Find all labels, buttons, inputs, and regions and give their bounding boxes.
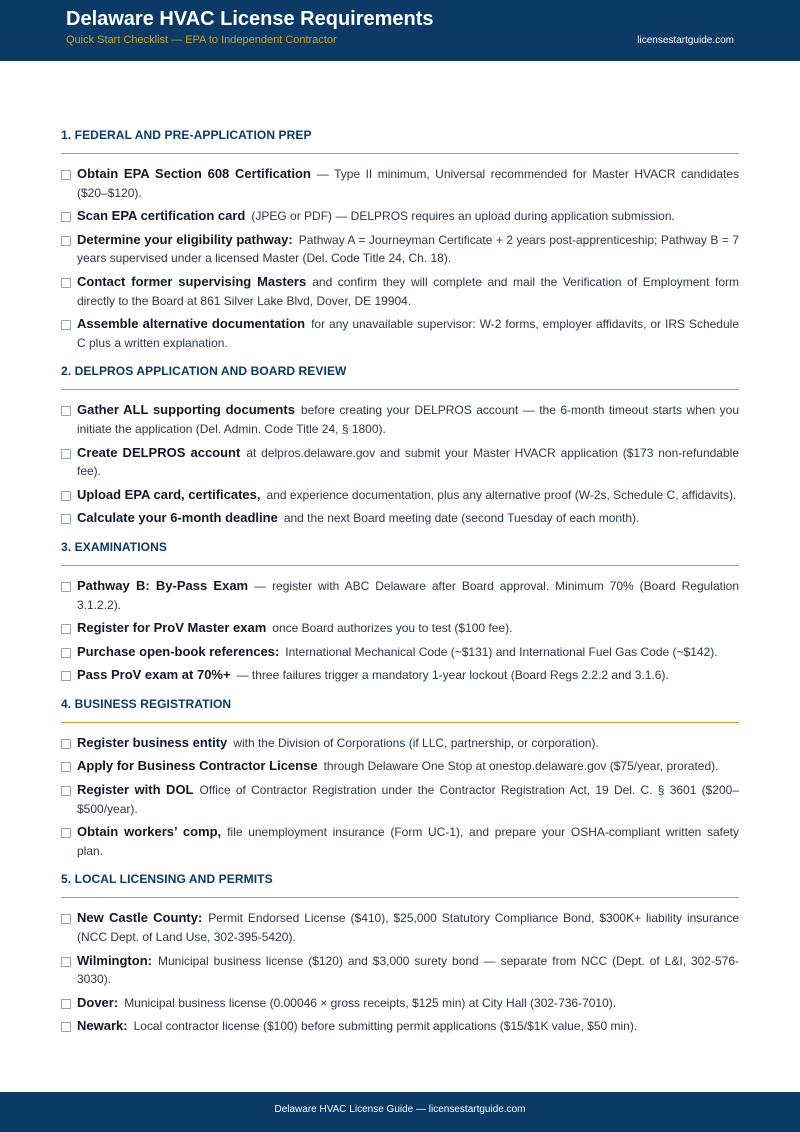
- checklist-item-lead: Register for ProV Master exam: [77, 620, 267, 636]
- checklist-item: [61, 757, 739, 776]
- checklist-item-detail: Municipal business license (0.00046 × gross receipts, $125 min) at City Hall (302-736-7010).: [124, 995, 617, 1010]
- checklist-item-detail: once Board authorizes you to test ($100 fee).: [272, 621, 513, 636]
- checklist-item-lead: Purchase open-book references:: [77, 643, 280, 659]
- checklist-item-lead: Register with DOL: [77, 782, 194, 798]
- checklist-item-lead: Apply for Business Contractor License: [77, 758, 318, 774]
- checklist-section: [61, 539, 739, 685]
- checklist-item: [61, 734, 739, 753]
- checkbox-icon[interactable]: [61, 236, 71, 246]
- page-subtitle: Quick Start Checklist — EPA to Independent Contractor: [66, 34, 337, 46]
- checklist-item-lead: Newark:: [77, 1018, 128, 1034]
- checklist-item-detail: through Delaware One Stop at onestop.delaware.gov ($75/year, prorated).: [323, 759, 719, 774]
- footer-text: Delaware HVAC License Guide — licensestartguide.com: [274, 1104, 526, 1115]
- checklist-item: [61, 207, 739, 226]
- checklist-item-detail: — three failures trigger a mandatory 1-year lockout (Board Regs 2.2.2 and 3.1.6).: [236, 668, 669, 683]
- checklist-item-text: [77, 315, 739, 352]
- checklist-item-text: [77, 207, 739, 226]
- checkbox-icon[interactable]: [61, 786, 71, 796]
- section-divider: [61, 565, 739, 566]
- checklist-item-text: [77, 273, 739, 310]
- checklist-item-text: [77, 401, 739, 438]
- checklist-item-text: [77, 643, 739, 662]
- checklist-section: [61, 363, 739, 528]
- checklist-item-detail: and experience documentation, plus any alternative proof (W-2s, Schedule C, affidavits).: [266, 487, 737, 502]
- checklist-item-lead: Pathway B: By-Pass Exam: [77, 577, 249, 593]
- checklist-item-text: [77, 486, 739, 505]
- checklist-item: [61, 952, 739, 989]
- section-heading: 1. FEDERAL AND PRE-APPLICATION PREP: [61, 128, 312, 142]
- section-heading: 4. BUSINESS REGISTRATION: [61, 696, 232, 711]
- checklist-item: [61, 165, 739, 202]
- section-divider: [61, 897, 739, 898]
- checklist-item-text: [77, 509, 739, 528]
- checklist-item-lead: Create DELPROS account: [77, 444, 241, 460]
- checklist-item-detail: file unemployment insurance (Form UC-1), and prepare your OSHA-compliant written safety plan.: [77, 825, 739, 858]
- checklist-item-text: [77, 1017, 739, 1036]
- checklist-section: [61, 871, 739, 1036]
- checklist-item-text: [77, 577, 739, 614]
- checklist-item: [61, 666, 739, 685]
- checkbox-icon[interactable]: [61, 582, 71, 592]
- checklist-item-lead: New Castle County:: [77, 910, 203, 926]
- checkbox-icon[interactable]: [61, 648, 71, 658]
- checklist-item-lead: Dover:: [77, 994, 119, 1010]
- checklist-items: [61, 909, 739, 1036]
- checklist-items: [61, 401, 739, 528]
- page-header: [0, 0, 800, 61]
- checklist-item-text: [77, 734, 739, 753]
- checklist-item-lead: Pass ProV exam at 70%+: [77, 667, 231, 683]
- checklist-item-detail: Local contractor license ($100) before submitting permit applications ($15/$1K value, $50 min).: [133, 1019, 638, 1034]
- checkbox-icon[interactable]: [61, 739, 71, 749]
- section-heading: 3. EXAMINATIONS: [61, 539, 167, 554]
- checklist-item-detail: for any unavailable supervisor: W-2 forms, employer affidavits, or IRS Schedule C plus a written explanation.: [77, 317, 739, 350]
- checklist-item-text: [77, 909, 739, 946]
- checklist-item-lead: Obtain EPA Section 608 Certification: [77, 166, 311, 181]
- checklist-item-detail: International Mechanical Code (~$131) and International Fuel Gas Code (~$142).: [285, 644, 718, 659]
- checklist-item: [61, 994, 739, 1013]
- checklist-item-detail: and confirm they will complete and mail the Verification of Employment form directly to the Board at 861 Silver Lake Blvd, Dover, DE 19904.: [77, 274, 739, 308]
- checkbox-icon[interactable]: [61, 170, 71, 180]
- checklist-item-lead: Scan EPA certification card: [77, 208, 246, 224]
- checkbox-icon[interactable]: [61, 762, 71, 772]
- checklist-item: [61, 781, 739, 818]
- checkbox-icon[interactable]: [61, 1022, 71, 1032]
- checklist-item: [61, 401, 739, 438]
- checklist-item-detail: Permit Endorsed License ($410), $25,000 Statutory Compliance Bond, $300K+ liability insurance (NCC Dept. of Land Use, 302-395-5420).: [77, 911, 739, 945]
- checklist-item-lead: Contact former supervising Masters: [77, 273, 307, 289]
- section-divider: [61, 722, 739, 723]
- checklist-items: [61, 577, 739, 685]
- checklist-item: [61, 273, 739, 310]
- checkbox-icon[interactable]: [61, 914, 71, 924]
- checklist-item-text: [77, 952, 739, 989]
- checklist-section: [61, 127, 739, 352]
- checklist-section: [61, 696, 739, 861]
- checklist-items: [61, 734, 739, 861]
- checklist-item-lead: Gather ALL supporting documents: [77, 402, 295, 418]
- checklist-item: [61, 909, 739, 946]
- checklist-item-lead: Assemble alternative documentation: [77, 316, 306, 332]
- checklist-item-detail: — register with ABC Delaware after Board approval. Minimum 70% (Board Regulation 3.1.2.2).: [77, 578, 739, 612]
- checklist-item: [61, 577, 739, 614]
- checkbox-icon[interactable]: [61, 406, 71, 416]
- checklist-item-detail: and the next Board meeting date (second Tuesday of each month).: [283, 511, 640, 526]
- checklist-item-text: [77, 444, 739, 481]
- checklist-item-text: [77, 781, 739, 818]
- checklist-item: [61, 444, 739, 481]
- checklist-item: [61, 315, 739, 352]
- checklist-item: [61, 509, 739, 528]
- checklist-item-text: [77, 823, 739, 860]
- section-heading: 2. DELPROS APPLICATION AND BOARD REVIEW: [61, 364, 347, 379]
- checklist-item-detail: — Type II minimum, Universal recommended for Master HVACR candidates ($20–$120).: [77, 167, 739, 200]
- checkbox-icon[interactable]: [61, 320, 71, 330]
- checklist-item-text: [77, 165, 739, 202]
- checklist-item-text: [77, 994, 739, 1013]
- checkbox-icon[interactable]: [61, 828, 71, 838]
- checklist-items: [61, 165, 739, 352]
- checklist-item-detail: before creating your DELPROS account — the 6-month timeout starts when you initiate the application (Del. Admin. Code Title 24, § 1800).: [77, 403, 739, 436]
- checkbox-icon[interactable]: [61, 624, 71, 634]
- checklist-item-text: [77, 666, 739, 685]
- checklist-item-detail: Office of Contractor Registration under the Contractor Registration Act, 19 Del. C. § 3601 ($200–$500/year).: [77, 783, 740, 816]
- checkbox-icon[interactable]: [61, 449, 71, 459]
- checklist-item: [61, 619, 739, 638]
- checklist-item-detail: at delpros.delaware.gov and submit your Master HVACR application ($173 non-refundable fee).: [77, 445, 739, 479]
- checklist-item-lead: Register business entity: [77, 734, 228, 750]
- checkbox-icon[interactable]: [61, 278, 71, 288]
- section-divider: [61, 389, 739, 390]
- checklist-item-lead: Determine your eligibility pathway:: [77, 231, 293, 247]
- checkbox-icon[interactable]: [61, 514, 71, 524]
- checkbox-icon[interactable]: [61, 999, 71, 1009]
- checklist-item-text: [77, 231, 739, 268]
- checkbox-icon[interactable]: [61, 957, 71, 967]
- section-heading: 5. LOCAL LICENSING AND PERMITS: [61, 872, 273, 887]
- checklist-item-detail: (JPEG or PDF) — DELPROS requires an upload during application submission.: [251, 209, 675, 224]
- checkbox-icon[interactable]: [61, 491, 71, 501]
- header-site-link: licensestartguide.com: [637, 35, 734, 46]
- page-footer: [0, 1092, 800, 1132]
- checklist-item-lead: Upload EPA card, certificates,: [77, 486, 261, 502]
- page-title: Delaware HVAC License Requirements: [66, 8, 434, 30]
- checklist-item-lead: Calculate your 6-month deadline: [77, 510, 278, 526]
- checklist-item: [61, 643, 739, 662]
- checklist-item: [61, 231, 739, 268]
- checklist-item-detail: Municipal business license ($120) and $3,000 surety bond — separate from NCC (Dept. of L&I, 302-576-3030).: [77, 953, 739, 987]
- checkbox-icon[interactable]: [61, 671, 71, 681]
- checklist-content: [61, 127, 739, 1041]
- checklist-item-text: [77, 619, 739, 638]
- checklist-item-text: [77, 757, 739, 776]
- checklist-item: [61, 486, 739, 505]
- checklist-item-detail: Pathway A = Journeyman Certificate + 2 years post-apprenticeship; Pathway B = 7 years supervised under a licensed Master (Del. Code Title 24, Ch. 18).: [77, 232, 739, 266]
- checkbox-icon[interactable]: [61, 212, 71, 222]
- checklist-item-detail: with the Division of Corporations (if LLC, partnership, or corporation).: [233, 735, 599, 750]
- section-divider: [61, 153, 739, 154]
- checklist-item-lead: Wilmington:: [77, 952, 152, 968]
- checklist-item: [61, 823, 739, 860]
- checklist-item-lead: Obtain workers’ comp,: [77, 824, 222, 840]
- checklist-item: [61, 1017, 739, 1036]
